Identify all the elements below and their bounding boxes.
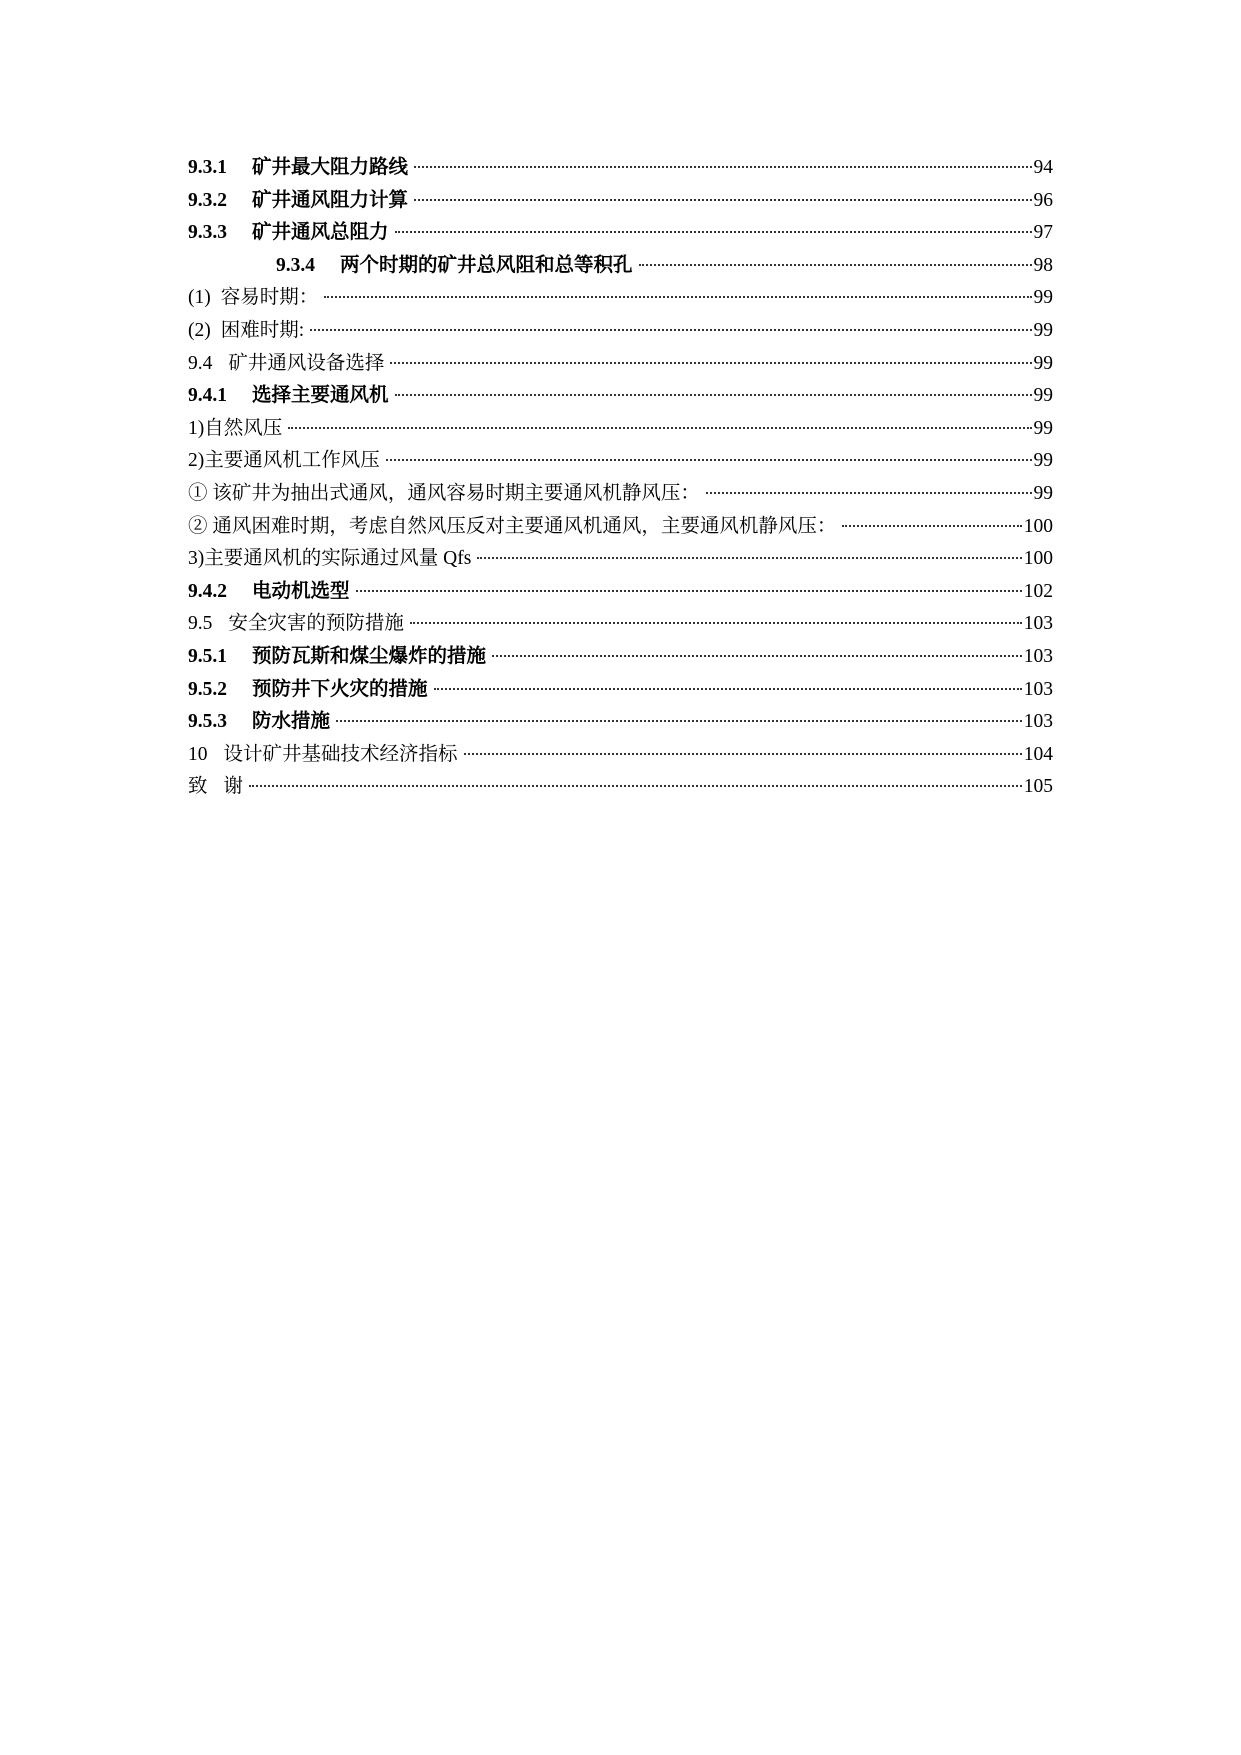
toc-entry-title: 矿井通风总阻力 (252, 222, 389, 244)
toc-entry[interactable] (188, 250, 1053, 283)
dot-leader (386, 459, 1032, 461)
dot-leader (706, 492, 1032, 494)
toc-entry-title: 预防井下火灾的措施 (252, 678, 428, 700)
toc-entry-page: 100 (1023, 515, 1053, 537)
dot-leader (390, 362, 1031, 364)
toc-entry-title: 防水措施 (252, 711, 331, 733)
toc-entry-title: 两个时期的矿井总风阻和总等积孔 (340, 254, 633, 276)
toc-entry-title: 容易时期： (220, 287, 319, 309)
dot-leader (356, 590, 1022, 592)
toc-entry-title: 困难时期: (220, 319, 305, 341)
toc-entry-number: 致 (188, 776, 208, 798)
toc-entry-page: 99 (1033, 352, 1053, 374)
toc-entry-number: 9.3.1 (188, 157, 227, 178)
toc-entry-page: 97 (1033, 222, 1053, 244)
toc-entry-page: 103 (1023, 678, 1053, 700)
toc-entry[interactable] (188, 185, 1053, 218)
toc-entry-number: 9.5.3 (188, 711, 227, 733)
table-of-contents (188, 152, 1053, 804)
toc-entry-number: 9.3.2 (188, 189, 227, 211)
toc-entry-page: 94 (1033, 157, 1053, 178)
toc-entry-title: 矿井通风设备选择 (228, 352, 385, 374)
dot-leader (288, 427, 1031, 429)
toc-entry[interactable] (188, 445, 1053, 478)
toc-entry-page: 104 (1023, 743, 1053, 765)
dot-leader (639, 264, 1032, 266)
toc-entry[interactable] (188, 641, 1053, 674)
toc-entry[interactable] (188, 576, 1053, 609)
toc-entry-number: 9.3.3 (188, 222, 227, 244)
toc-entry-page: 99 (1033, 287, 1053, 309)
toc-entry-page: 96 (1033, 189, 1053, 211)
toc-entry-page: 99 (1033, 319, 1053, 341)
toc-entry[interactable] (188, 413, 1053, 446)
toc-entry-number: (2) (188, 319, 211, 341)
toc-entry[interactable] (188, 380, 1053, 413)
toc-entry[interactable] (188, 478, 1053, 511)
dot-leader (464, 753, 1022, 755)
toc-entry-title: 3)主要通风机的实际通过风量 Qfs (188, 548, 472, 570)
toc-entry-page: 98 (1033, 254, 1053, 276)
toc-entry-title: ① 该矿井为抽出式通风，通风容易时期主要通风机静风压： (188, 482, 700, 504)
dot-leader (410, 622, 1022, 624)
toc-entry[interactable] (188, 706, 1053, 739)
toc-entry-title: ② 通风困难时期，考虑自然风压反对主要通风机通风，主要通风机静风压： (188, 515, 837, 537)
toc-entry-page: 105 (1023, 776, 1053, 798)
toc-entry-number: 9.4.2 (188, 580, 227, 602)
dot-leader (336, 720, 1022, 722)
dot-leader (414, 199, 1031, 201)
toc-entry-title: 1)自然风压 (188, 417, 283, 439)
toc-entry-page: 99 (1033, 450, 1053, 472)
toc-entry-number: 9.5.1 (188, 645, 227, 667)
dot-leader (324, 296, 1031, 298)
dot-leader (249, 785, 1022, 787)
toc-entry-title: 谢 (223, 776, 244, 798)
toc-entry[interactable] (188, 674, 1053, 707)
toc-entry[interactable] (188, 217, 1053, 250)
toc-entry-number: 9.5.2 (188, 678, 227, 700)
toc-entry-page: 102 (1023, 580, 1053, 602)
toc-entry[interactable] (188, 282, 1053, 315)
toc-entry-number: 9.3.4 (276, 254, 315, 276)
toc-entry-page: 99 (1033, 482, 1053, 504)
toc-entry-title: 设计矿井基础技术经济指标 (223, 743, 458, 765)
dot-leader (310, 329, 1031, 331)
toc-entry[interactable] (188, 543, 1053, 576)
toc-entry[interactable] (188, 739, 1053, 772)
toc-entry-title: 选择主要通风机 (252, 385, 389, 407)
toc-entry-title: 安全灾害的预防措施 (228, 613, 404, 635)
toc-entry-title: 矿井通风阻力计算 (252, 189, 409, 211)
dot-leader (434, 688, 1022, 690)
toc-entry[interactable] (188, 511, 1053, 544)
dot-leader (492, 655, 1022, 657)
dot-leader (395, 231, 1032, 233)
toc-entry-page: 103 (1023, 711, 1053, 733)
toc-entry-page: 100 (1023, 548, 1053, 570)
dot-leader (414, 166, 1031, 168)
toc-entry-title: 矿井最大阻力路线 (252, 157, 409, 178)
dot-leader (395, 394, 1032, 396)
toc-entry-title: 电动机选型 (252, 580, 350, 602)
dot-leader (477, 557, 1021, 559)
toc-entry-number: (1) (188, 287, 211, 309)
toc-entry[interactable] (188, 608, 1053, 641)
dot-leader (842, 525, 1021, 527)
toc-entry-number: 9.4.1 (188, 385, 227, 407)
toc-entry-title: 预防瓦斯和煤尘爆炸的措施 (252, 645, 487, 667)
toc-entry[interactable] (188, 348, 1053, 381)
toc-entry[interactable] (188, 771, 1053, 804)
toc-entry[interactable] (188, 315, 1053, 348)
toc-entry-page: 99 (1033, 417, 1053, 439)
toc-entry-title: 2)主要通风机工作风压 (188, 450, 380, 472)
toc-entry-page: 99 (1033, 385, 1053, 407)
toc-entry-number: 10 (188, 743, 208, 765)
toc-entry-page: 103 (1023, 645, 1053, 667)
toc-entry-number: 9.4 (188, 352, 213, 374)
toc-entry[interactable] (188, 152, 1053, 185)
toc-entry-page: 103 (1023, 613, 1053, 635)
toc-entry-number: 9.5 (188, 613, 213, 635)
